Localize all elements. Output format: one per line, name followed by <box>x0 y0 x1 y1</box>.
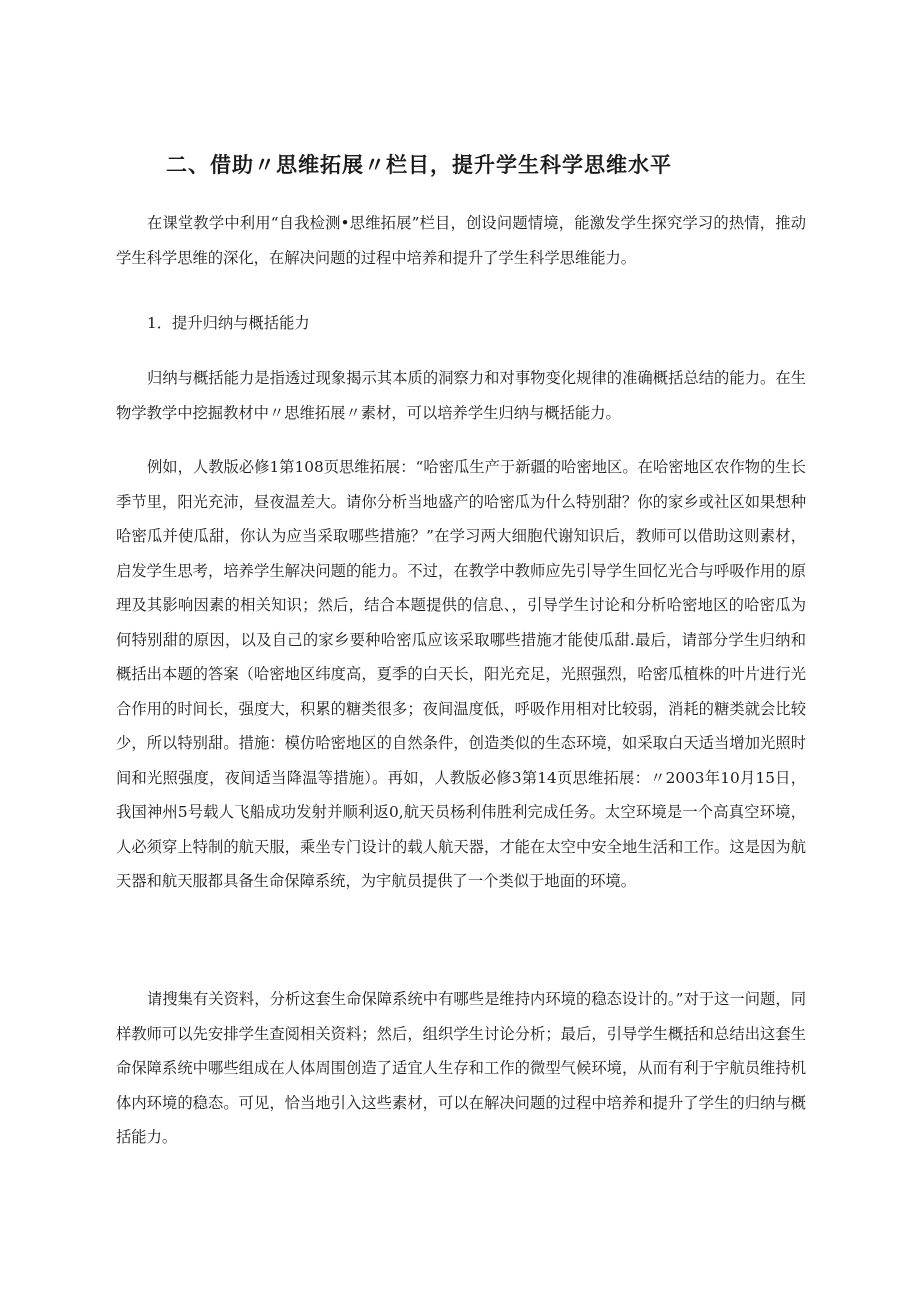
subsection-heading: 1．提升归纳与概括能力 <box>147 314 310 332</box>
intro-paragraph: 在课堂教学中利用“自我检测•思维拓展”栏目，创设问题情境，能激发学生探究学习的热情，推动学生科学思维的深化，在解决问题的过程中培养和提升了学生科学思维能力。 <box>116 214 806 267</box>
body-paragraph: 例如，人教版必修1第108页思维拓展：“哈密瓜生产于新疆的哈密地区。在哈密地区农作物的生长季节里，阳光充沛，昼夜温差大。请你分析当地盛产的哈密瓜为什么特别甜？你的家乡或社区如果想种哈密瓜并使瓜甜，你认为应当采取哪些措施？”在学习两大细胞代谢知识后，教师可以借助这则素材，启发学生思考，培养学生解决问题的能力。不过，在教学中教师应先引导学生回忆光合与呼吸作用的原理及其影响因素的相关知识；然后，结合本题提供的信息、，引导学生讨论和分析哈密地区的哈密瓜为何特别甜的原因，以及自己的家乡要种哈密瓜应该采取哪些措施才能使瓜甜.最后，请部分学生归纳和概括出本题的答案（哈密地区纬度高，夏季的白天长，阳光充足，光照强烈，哈密瓜植株的叶片进行光合作用的时间长，强度大，积累的糖类很多；夜间温度低，呼吸作用相对比较弱，消耗的糖类就会比较少，所以特别甜。措施：模仿哈密地区的自然条件，创造类似的生态环境，如采取白天适当增加光照时间和光照强度，夜间适当降温等措施）。再如，人教版必修3第14页思维拓展：〃2003年10月15日，我国神州5号载人飞船成功发射并顺利返0,航天员杨利伟胜利完成任务。太空环境是一个高真空环境，人必须穿上特制的航天服，乘坐专门设计的载人航天器，才能在太空中安全地生活和工作。这是因为航天器和航天服都具备生命保障系统，为宇航员提供了一个类似于地面的环境。 <box>116 458 806 890</box>
body-paragraph: 归纳与概括能力是指透过现象揭示其本质的洞察力和对事物变化规律的准确概括总结的能力。在生物学教学中挖掘教材中〃思维拓展〃素材，可以培养学生归纳与概括能力。 <box>116 369 806 422</box>
section-title: 二、借助〃思维拓展〃栏目，提升学生科学思维水平 <box>166 153 672 177</box>
body-paragraph: 请搜集有关资料，分析这套生命保障系统中有哪些是维持内环境的稳态设计的。”对于这一问题，同样教师可以先安排学生查阅相关资料；然后，组织学生讨论分析；最后，引导学生概括和总结出这套生命保障系统中哪些组成在人体周围创造了适宜人生存和工作的微型气候环境，从而有利于宇航员维持机体内环境的稳态。可见，恰当地引入这些素材，可以在解决问题的过程中培养和提升了学生的归纳与概括能力。 <box>116 990 806 1146</box>
